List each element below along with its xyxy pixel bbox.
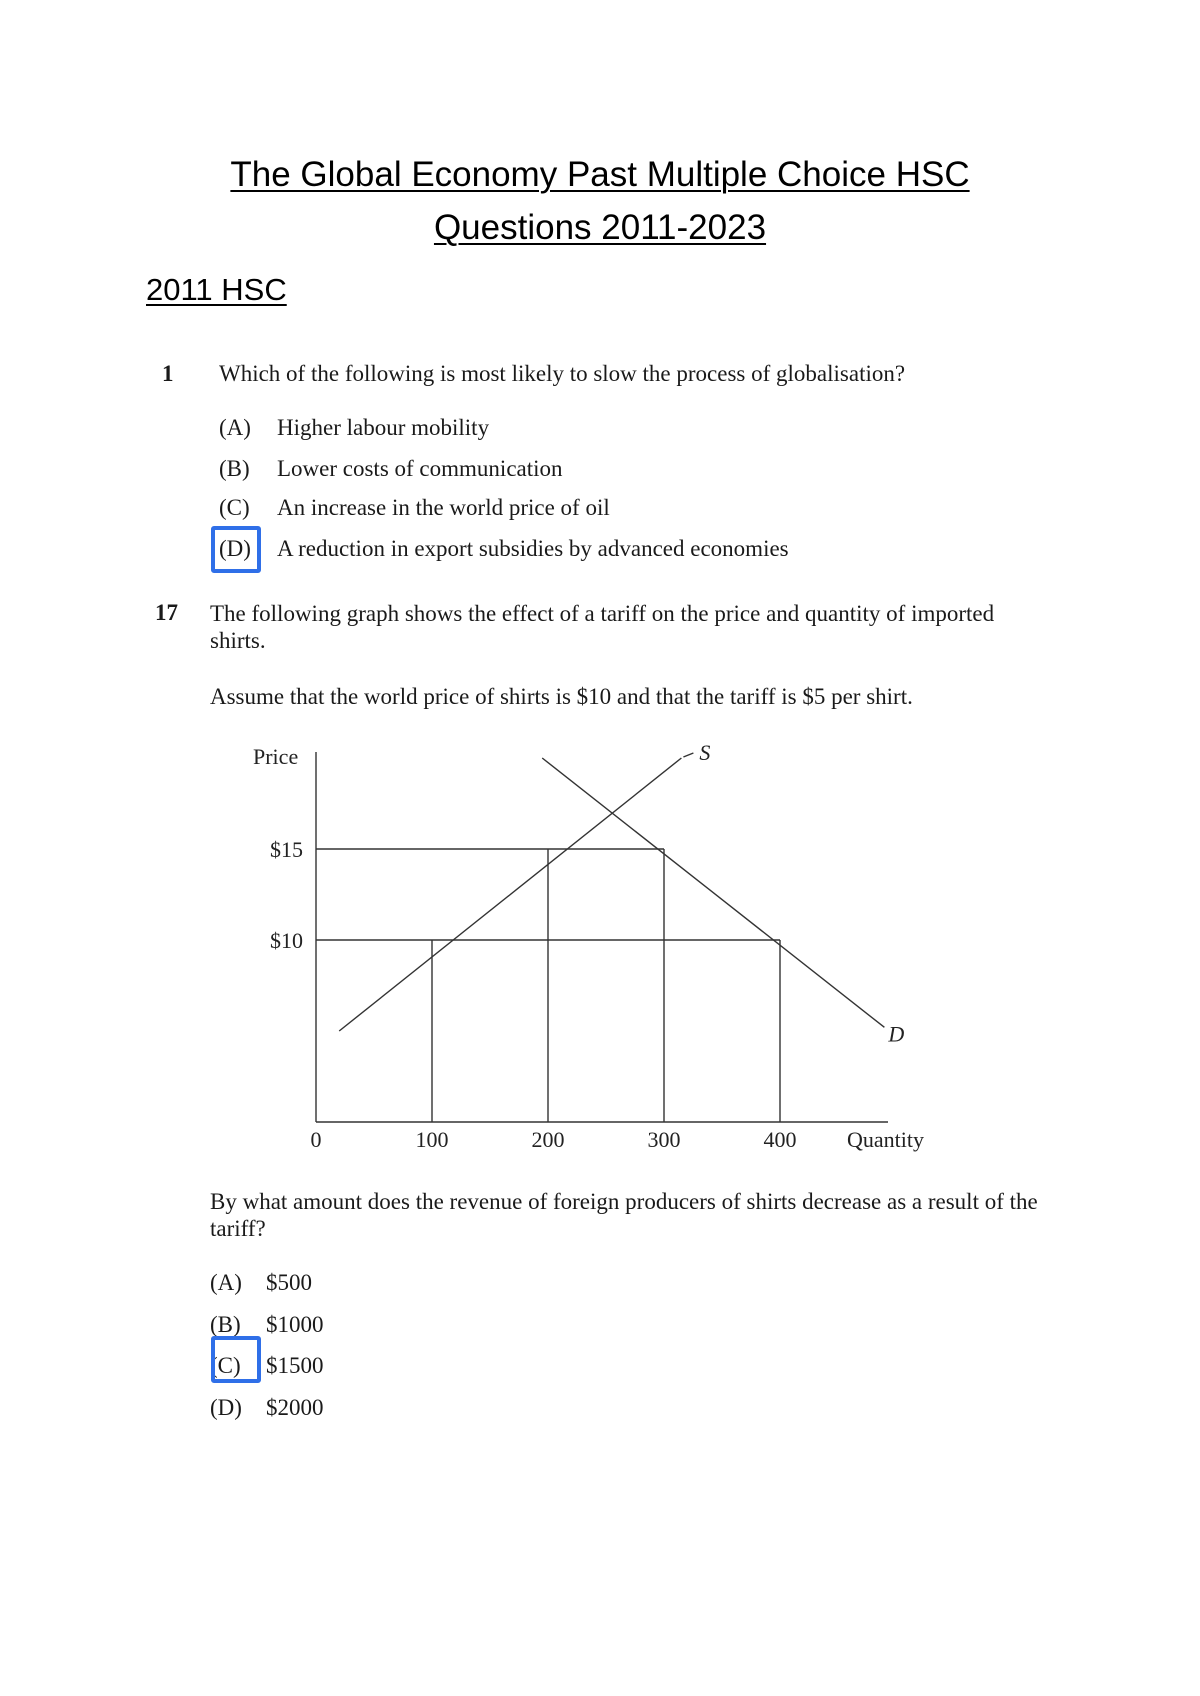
q1-option-a-text: Higher labour mobility — [277, 415, 490, 440]
q17-option-a-letter[interactable]: (A) — [210, 1270, 242, 1295]
demand-curve — [542, 758, 884, 1027]
supply-label-leader — [683, 753, 693, 757]
q17-option-a-text: $500 — [266, 1270, 312, 1295]
question-1-text: Which of the following is most likely to slow the process of globalisation? — [219, 361, 906, 386]
question-1-number: 1 — [162, 361, 174, 386]
question-17-assumption: Assume that the world price of shirts is $10 and that the tariff is $5 per shirt. — [210, 684, 913, 709]
q1-option-b-letter[interactable]: (B) — [219, 456, 250, 481]
question-17-prompt: By what amount does the revenue of foreign producers of shirts decrease as a result of the tariff? — [210, 1189, 1038, 1241]
x-tick-label: 300 — [647, 1127, 681, 1152]
q17-option-b-letter[interactable]: (B) — [210, 1312, 241, 1337]
question-17-number: 17 — [155, 600, 178, 625]
section-heading: 2011 HSC — [146, 272, 287, 307]
supply-curve — [339, 758, 681, 1031]
x-tick-label: 100 — [415, 1127, 449, 1152]
demand-curve-label: D — [888, 1021, 905, 1047]
x-axis-label: Quantity — [847, 1127, 924, 1152]
y-axis-label: Price — [253, 744, 299, 769]
q1-option-d-letter[interactable]: (D) — [219, 536, 251, 561]
q17-option-c-letter[interactable]: (C) — [210, 1353, 241, 1378]
y-tick-label: $15 — [270, 837, 303, 862]
answer-mark-q17 — [211, 1336, 261, 1383]
q1-option-d-text: A reduction in export subsidies by advanced economies — [277, 536, 789, 561]
q17-option-c-text: $1500 — [266, 1353, 324, 1378]
q17-option-d-letter[interactable]: (D) — [210, 1395, 242, 1420]
q17-option-b-text: $1000 — [266, 1312, 324, 1337]
title-line-1: The Global Economy Past Multiple Choice HSC — [230, 155, 970, 194]
x-tick-label: 0 — [310, 1127, 322, 1152]
q1-option-c-text: An increase in the world price of oil — [277, 495, 610, 520]
supply-curve-label: S — [699, 740, 711, 765]
q1-option-b-text: Lower costs of communication — [277, 456, 563, 481]
y-tick-label: $10 — [270, 928, 303, 953]
q1-option-c-letter[interactable]: (C) — [219, 495, 250, 520]
x-tick-label: 200 — [531, 1127, 565, 1152]
x-tick-label: 400 — [763, 1127, 797, 1152]
title-line-2: Questions 2011-2023 — [433, 208, 767, 247]
chart-plot-area — [253, 740, 924, 1152]
question-17-text: The following graph shows the effect of a tariff on the price and quantity of imported shirts. — [210, 601, 995, 653]
q17-option-d-text: $2000 — [266, 1395, 324, 1420]
q1-option-a-letter[interactable]: (A) — [219, 415, 251, 440]
